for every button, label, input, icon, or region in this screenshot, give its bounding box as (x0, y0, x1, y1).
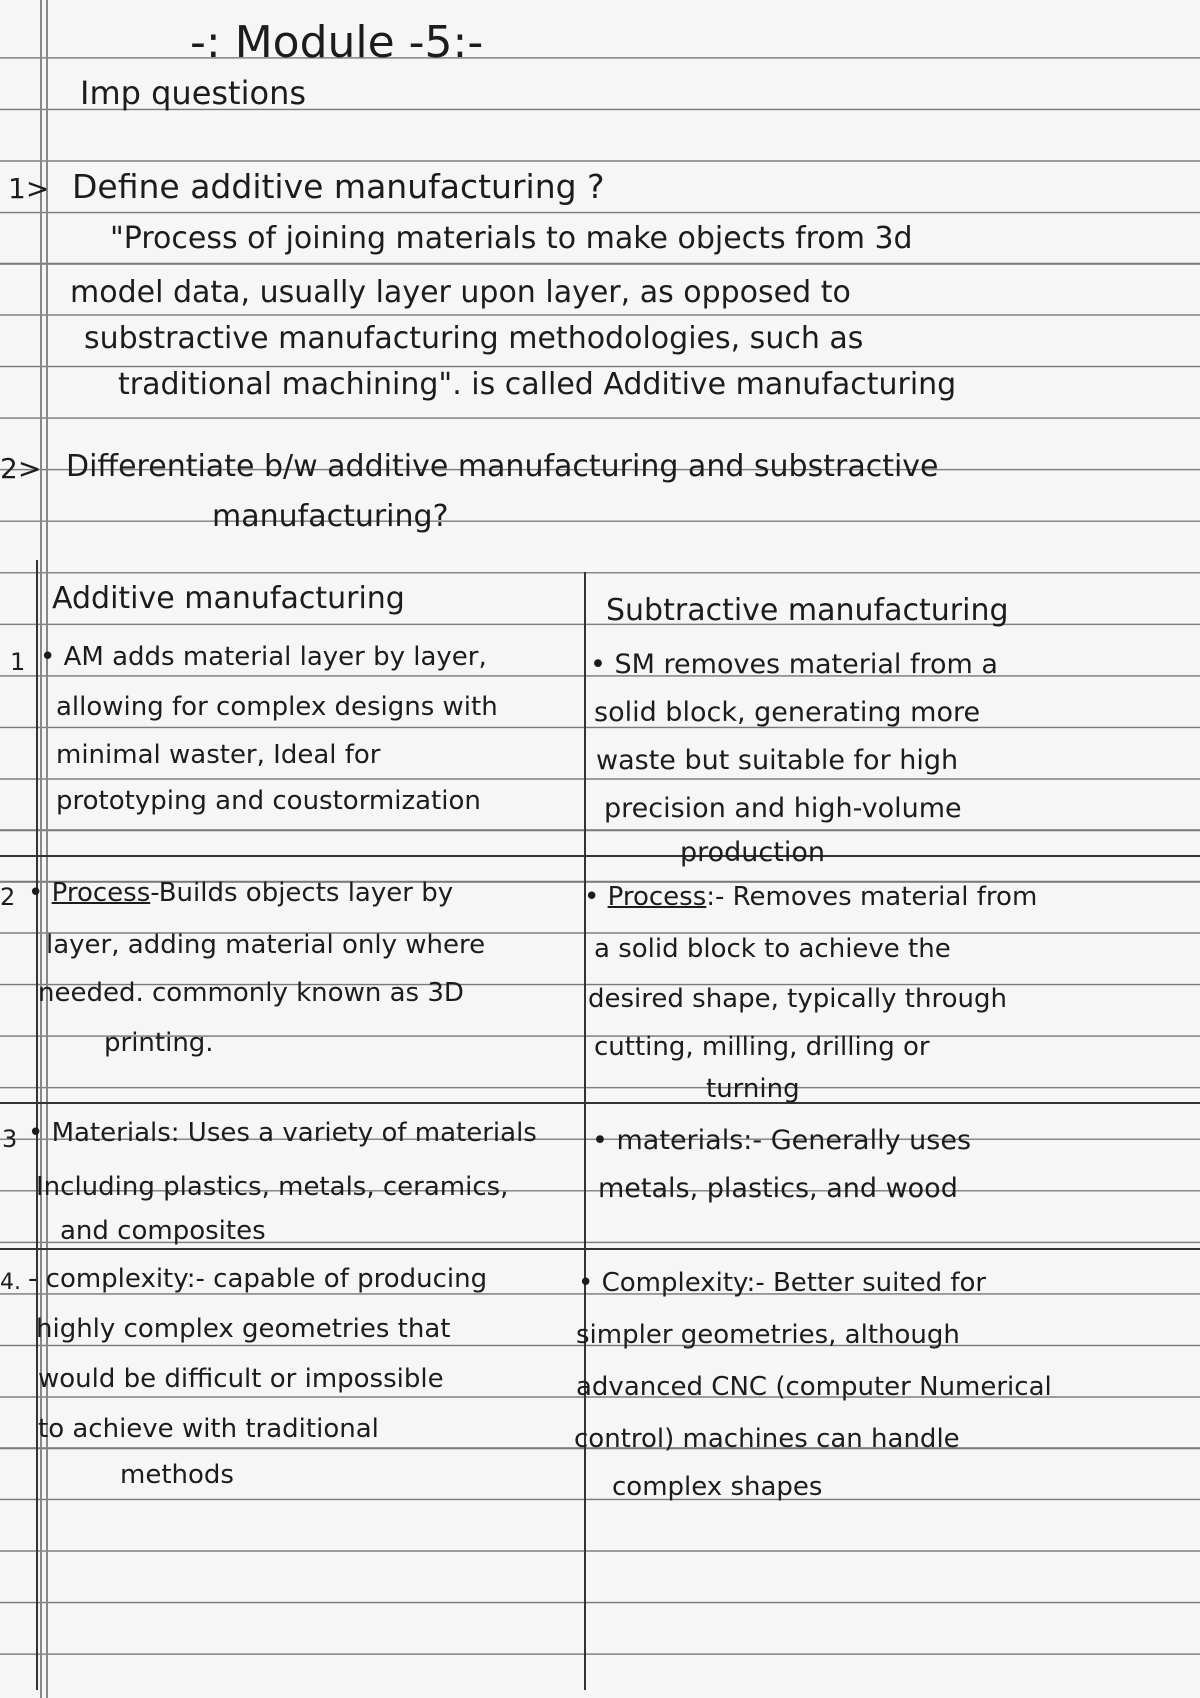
row-number: 3 (2, 1125, 18, 1153)
table-header-subtractive: Subtractive manufacturing (606, 593, 1009, 628)
question-number: 1> (8, 172, 50, 205)
additive-cell-line: • Process-Builds objects layer by (28, 878, 454, 908)
answer-line: substractive manufacturing methodologies, such as (84, 321, 864, 356)
additive-cell-line: printing. (104, 1028, 214, 1058)
question-text: manufacturing? (212, 499, 449, 534)
subtractive-cell-line: solid block, generating more (594, 697, 981, 728)
subtractive-cell-line: waste but suitable for high (596, 745, 959, 776)
answer-line: "Process of joining materials to make objects from 3d (110, 221, 913, 256)
additive-cell-line: to achieve with traditional (38, 1414, 379, 1444)
subtractive-cell-line: precision and high-volume (604, 793, 962, 824)
process-text: -Builds objects layer by (150, 878, 454, 908)
additive-cell-line: Including plastics, metals, ceramics, (36, 1172, 509, 1202)
process-text: :- Removes material from (706, 882, 1038, 912)
subtractive-cell-line: turning (706, 1074, 800, 1104)
subtractive-cell-line: metals, plastics, and wood (598, 1173, 958, 1204)
subtractive-cell-line: advanced CNC (computer Numerical (576, 1372, 1052, 1402)
process-heading: Process (607, 882, 707, 912)
table-divider (584, 572, 586, 1690)
additive-cell-line: would be difficult or impossible (38, 1364, 444, 1394)
subtractive-cell-line: control) machines can handle (574, 1424, 960, 1454)
table-header-additive: Additive manufacturing (52, 581, 405, 616)
additive-cell-line: • AM adds material layer by layer, (40, 642, 487, 672)
table-row-separator (0, 855, 1200, 857)
additive-cell-line: layer, adding material only where (46, 930, 486, 960)
answer-line: model data, usually layer upon layer, as opposed to (70, 275, 851, 310)
subtractive-cell-line: • materials:- Generally uses (592, 1125, 972, 1156)
question-text: Differentiate b/w additive manufacturing and substractive (66, 449, 939, 484)
row-number: 2 (0, 883, 16, 911)
process-heading: Process (51, 878, 151, 908)
subtractive-cell-line: cutting, milling, drilling or (594, 1032, 930, 1062)
additive-cell-line: minimal waster, Ideal for (56, 740, 381, 770)
subtractive-cell-line: simpler geometries, although (576, 1320, 960, 1350)
additive-cell-line: - complexity:- capable of producing (28, 1264, 488, 1294)
subtractive-cell-line: complex shapes (612, 1472, 823, 1502)
additive-cell-line: methods (120, 1460, 234, 1490)
additive-cell-line: needed. commonly known as 3D (38, 978, 464, 1008)
row-number: 1 (10, 648, 26, 676)
subtractive-cell-line: production (680, 837, 825, 868)
additive-cell-line: allowing for complex designs with (56, 692, 498, 722)
subtractive-cell-line: • Complexity:- Better suited for (578, 1268, 987, 1298)
subtractive-cell-line: a solid block to achieve the (594, 934, 951, 964)
row-number: 4. (0, 1270, 21, 1295)
subtractive-cell-line: desired shape, typically through (588, 984, 1007, 1014)
answer-line: traditional machining". is called Additive manufacturing (118, 367, 957, 402)
table-row-separator (0, 1248, 1200, 1250)
page-title: -: Module -5:- (190, 17, 484, 68)
additive-cell-line: prototyping and coustormization (56, 786, 481, 816)
table-row-separator (0, 1102, 1200, 1104)
question-text: Define additive manufacturing ? (72, 167, 605, 206)
question-number: 2> (0, 452, 42, 485)
subtractive-cell-line: • SM removes material from a (590, 649, 998, 680)
additive-cell-line: • Materials: Uses a variety of materials (28, 1118, 537, 1148)
page-subtitle: Imp questions (80, 74, 307, 112)
additive-cell-line: and composites (60, 1216, 266, 1246)
additive-cell-line: highly complex geometries that (36, 1314, 451, 1344)
subtractive-cell-line: • Process:- Removes material from (584, 882, 1038, 912)
